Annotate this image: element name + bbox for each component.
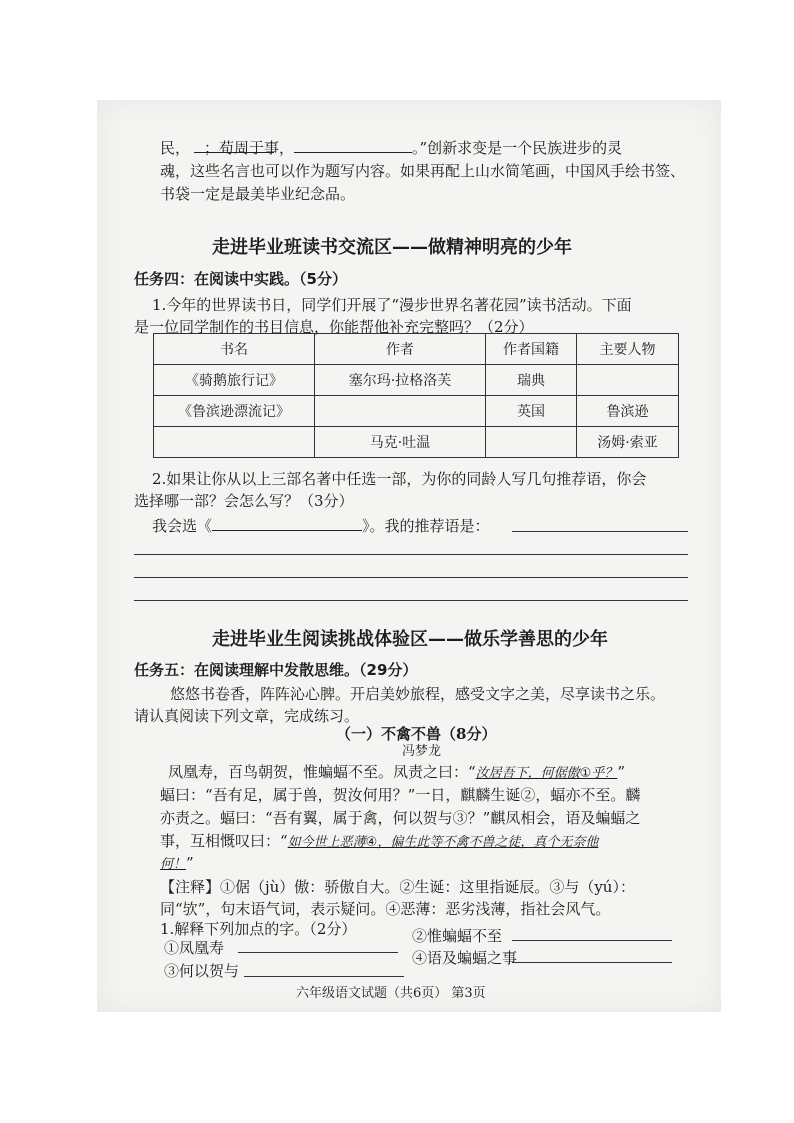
table-header-row — [154, 334, 679, 365]
item-2: ②惟蝙蝠不至 — [412, 927, 503, 945]
task5-title: 任务五：在阅读理解中发散思维。（29分） — [134, 661, 418, 679]
cell-title-blank[interactable] — [154, 427, 315, 458]
cell-nationality-blank[interactable] — [486, 427, 577, 458]
col-header-characters: 主要人物 — [577, 334, 679, 365]
recommendation-line-1[interactable] — [512, 531, 688, 532]
top-line-1b: 民， — [160, 136, 274, 159]
cell-characters: 汤姆·索亚 — [577, 427, 679, 458]
cell-nationality: 英国 — [486, 396, 577, 427]
passage-author: 冯梦龙 — [402, 744, 442, 759]
task4-q2-answer: 我会选《 》。我的推荐语是： — [152, 514, 490, 537]
cell-characters: 鲁滨逊 — [577, 396, 679, 427]
col-header-title: 书名 — [154, 334, 315, 365]
book-info-table — [153, 333, 679, 458]
cell-author-blank[interactable] — [315, 396, 486, 427]
cell-characters-blank[interactable] — [577, 365, 679, 396]
table-row — [154, 396, 679, 427]
item-4-answer-line[interactable] — [512, 962, 672, 963]
passage-title: （一）不禽不兽（8分） — [336, 725, 497, 743]
item-1-answer-line[interactable] — [238, 952, 398, 953]
task5-intro-2: 请认真阅读下列文章，完成练习。 — [134, 707, 360, 725]
passage-line-4: 事，互相慨叹曰：“如今世上恶薄④，偏生此等不禽不兽之徒，真个无奈他 — [160, 832, 599, 850]
recommendation-line-2[interactable] — [134, 554, 688, 555]
task4-q2-line1: 2.如果让你从以上三部名著中任选一部，为你的同龄人写几句推荐语，你会 — [152, 470, 647, 488]
recommendation-line-4[interactable] — [134, 600, 688, 601]
item-3: ③何以贺与 — [164, 962, 240, 980]
task4-title: 任务四：在阅读中实践。（5分） — [134, 270, 347, 288]
task4-q1-line1: 1.今年的世界读书日，同学们开展了“漫步世界名著花园”读书活动。下面 — [152, 296, 632, 314]
task5-q1: 1.解释下列加点的字。（2分） — [160, 920, 357, 938]
item-2-answer-line[interactable] — [512, 940, 672, 941]
recommendation-line-3[interactable] — [134, 577, 688, 578]
cell-title: 《骑鹅旅行记》 — [154, 365, 315, 396]
passage-line-2: 蝠曰：“吾有足，属于兽，贺汝何用？”一日，麒麟生诞②，蝠亦不至。麟 — [160, 786, 641, 804]
cell-title: 《鲁滨逊漂流记》 — [154, 396, 315, 427]
cell-author: 马克·吐温 — [315, 427, 486, 458]
top-line-1: ；苟周于事， 。”创新求变是一个民族进步的灵 — [204, 136, 622, 159]
table-row — [154, 427, 679, 458]
top-line-3: 书袋一定是最美毕业纪念品。 — [160, 185, 356, 203]
passage-line-5: 何！” — [160, 854, 194, 872]
page-footer: 六年级语文试题（共6页） 第3页 — [296, 986, 486, 1001]
book-choice-blank[interactable] — [212, 514, 362, 531]
passage-line-1: 凤凰寿，百鸟朝贺，惟蝙蝠不至。凤责之曰：“汝居吾下，何倨傲①乎？” — [168, 763, 625, 781]
section-title-challenge: 走进毕业生阅读挑战体验区——做乐学善思的少年 — [212, 629, 608, 650]
cell-author: 塞尔玛·拉格洛芙 — [315, 365, 486, 396]
task4-q1-line2: 是一位同学制作的书目信息，你能帮他补充完整吗？（2分） — [134, 318, 534, 336]
top-line-2: 魂，这些名言也可以作为题写内容。如果再配上山水简笔画，中国风手绘书签、 — [160, 162, 686, 180]
cell-nationality: 瑞典 — [486, 365, 577, 396]
item-3-answer-line[interactable] — [244, 976, 404, 977]
passage-line-3: 亦责之。蝠曰：“吾有翼，属于禽，何以贺与③？”麒凤相会，语及蝙蝠之 — [160, 809, 641, 827]
item-4: ④语及蝙蝠之事 — [412, 949, 518, 967]
section-title-reading-exchange: 走进毕业班读书交流区——做精神明亮的少年 — [212, 237, 572, 258]
note-line-1: 【注释】①倨（jù）傲：骄傲自大。②生诞：这里指诞辰。③与（yú）： — [160, 878, 635, 896]
item-1: ①凤凰寿 — [164, 939, 225, 957]
note-line-2: 同“欤”，句末语气词，表示疑问。④恶薄：恶劣浅薄，指社会风气。 — [160, 900, 611, 918]
task4-q2-line2: 选择哪一部？会怎么写？（3分） — [134, 492, 354, 510]
col-header-author: 作者 — [315, 334, 486, 365]
task5-intro-1: 悠悠书卷香，阵阵沁心脾。开启美妙旅程，感受文字之美，尽享读书之乐。 — [170, 685, 666, 703]
col-header-nationality: 作者国籍 — [486, 334, 577, 365]
table-row — [154, 365, 679, 396]
